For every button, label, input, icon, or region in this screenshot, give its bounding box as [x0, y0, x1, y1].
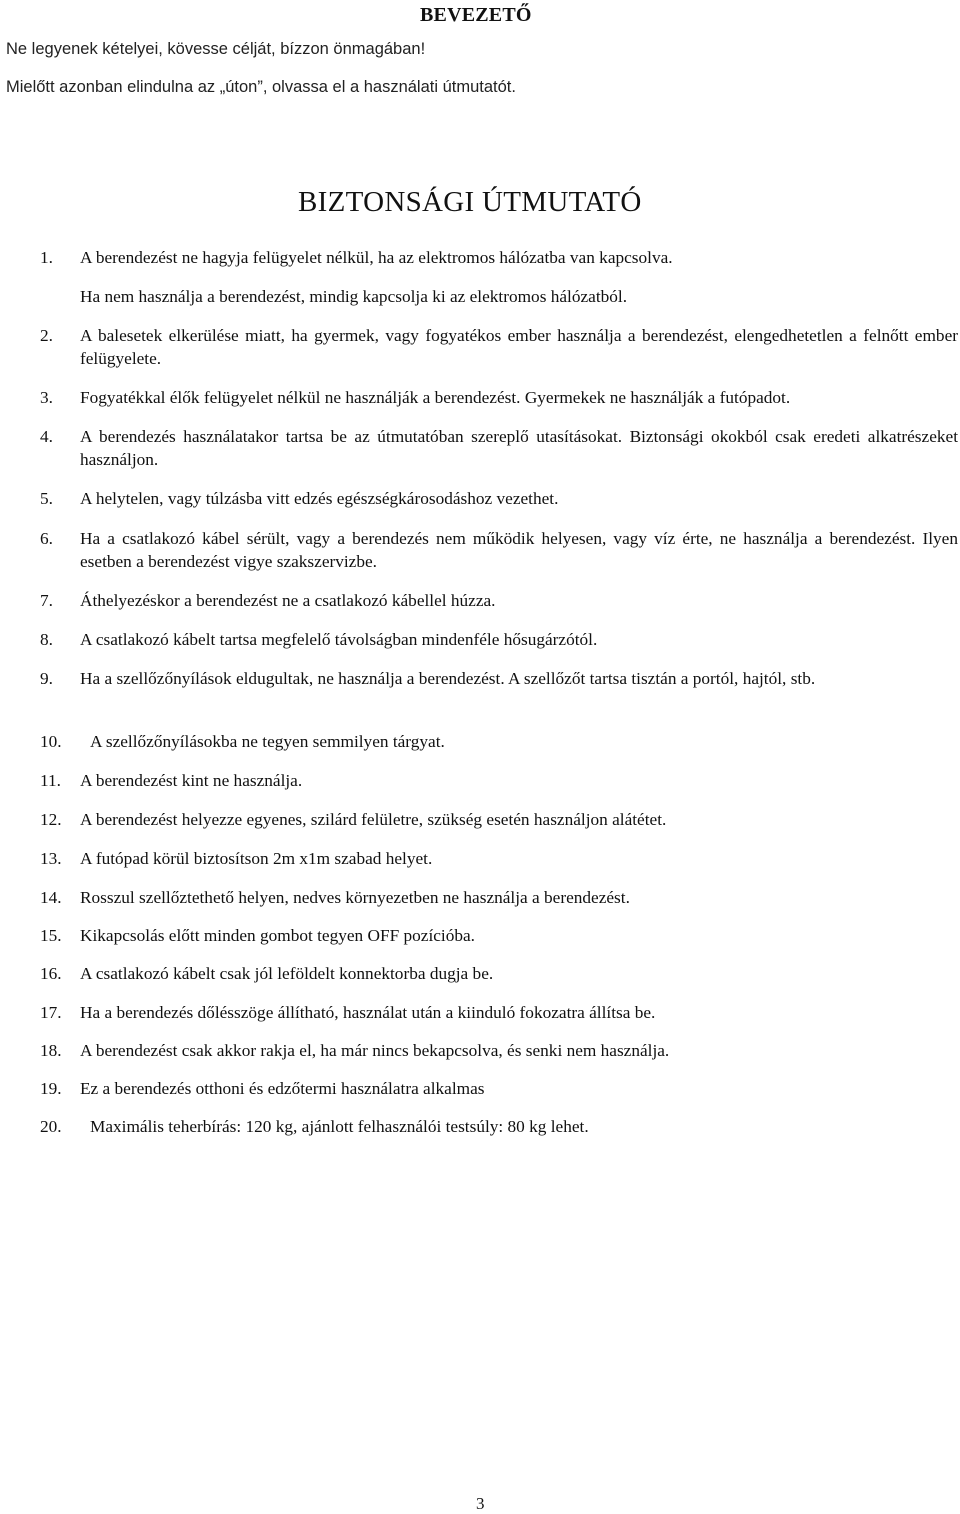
list-item-text: A balesetek elkerülése miatt, ha gyermek, vagy fogyatékos ember használja a berendezést, elengedhetetlen a felnőtt ember felügyelete. [80, 326, 958, 368]
list-item-number: 6. [40, 529, 53, 548]
list-item-number: 9. [40, 669, 53, 688]
list-item-number: 1. [40, 248, 53, 267]
list-item-text: Áthelyezéskor a berendezést ne a csatlakozó kábellel húzza. [80, 591, 496, 610]
list-item-text: A berendezést csak akkor rakja el, ha már nincs bekapcsolva, és senki nem használja. [80, 1041, 670, 1060]
list-item-text: A csatlakozó kábelt tartsa megfelelő távolságban mindenféle hősugárzótól. [80, 630, 598, 649]
section-title: BIZTONSÁGI ÚTMUTATÓ [298, 186, 642, 218]
list-item-text: Ha nem használja a berendezést, mindig kapcsolja ki az elektromos hálózatból. [80, 287, 628, 306]
list-item-number: 17. [40, 1003, 62, 1022]
list-item-number: 8. [40, 630, 53, 649]
list-item-number: 20. [40, 1117, 62, 1136]
list-item-number: 15. [40, 926, 62, 945]
list-item-text: Fogyatékkal élők felügyelet nélkül ne használják a berendezést. Gyermekek ne használják a futópadot. [80, 388, 791, 407]
list-item-text: A helytelen, vagy túlzásba vitt edzés egészségkárosodáshoz vezethet. [80, 489, 559, 508]
list-item-text: A szellőzőnyílásokba ne tegyen semmilyen tárgyat. [90, 732, 445, 751]
list-item-number: 12. [40, 810, 62, 829]
list-item-number: 13. [40, 849, 62, 868]
list-item-text: Maximális teherbírás: 120 kg, ajánlott felhasználói testsúly: 80 kg lehet. [90, 1117, 589, 1136]
list-item-text: Ha a szellőzőnyílások eldugultak, ne használja a berendezést. A szellőzőt tartsa tisztán a portól, hajtól, stb. [80, 669, 816, 688]
list-item-number: 2. [40, 326, 53, 345]
intro-line-2: Mielőtt azonban elindulna az „úton”, olvassa el a használati útmutatót. [6, 78, 516, 96]
intro-line-1: Ne legyenek kételyei, kövesse célját, bízzon önmagában! [6, 40, 426, 58]
page-number: 3 [476, 1494, 485, 1513]
list-item-text: A berendezést helyezze egyenes, szilárd felületre, szükség esetén használjon alátétet. [80, 810, 667, 829]
list-item-text: A berendezést kint ne használja. [80, 771, 303, 790]
list-item-number: 4. [40, 427, 53, 446]
list-item-number: 7. [40, 591, 53, 610]
list-item-number: 3. [40, 388, 53, 407]
list-item-text: A csatlakozó kábelt csak jól leföldelt konnektorba dugja be. [80, 964, 494, 983]
list-item-text: Ha a berendezés dőlésszöge állítható, használat után a kiinduló fokozatra állítsa be. [80, 1003, 656, 1022]
list-item-number: 10. [40, 732, 62, 751]
document-title: BEVEZETŐ [420, 4, 532, 26]
list-item-text: A berendezés használatakor tartsa be az útmutatóban szereplő utasításokat. Biztonsági okokból csak eredeti alkatrészeket használjon. [80, 427, 958, 469]
list-item-number: 16. [40, 964, 62, 983]
list-item-text: A berendezést ne hagyja felügyelet nélkül, ha az elektromos hálózatba van kapcsolva. [80, 248, 673, 267]
list-item-text: Ha a csatlakozó kábel sérült, vagy a berendezés nem működik helyesen, vagy víz érte, ne használja a berendezést. Ilyen esetben a berendezést vigye szakszervizbe. [80, 529, 958, 571]
list-item-number: 11. [40, 771, 61, 790]
list-item-text: Rosszul szellőztethető helyen, nedves környezetben ne használja a berendezést. [80, 888, 630, 907]
list-item-text: A futópad körül biztosítson 2m x1m szabad helyet. [80, 849, 433, 868]
list-item-number: 18. [40, 1041, 62, 1060]
list-item-number: 19. [40, 1079, 62, 1098]
list-item-text: Ez a berendezés otthoni és edzőtermi használatra alkalmas [80, 1079, 485, 1098]
list-item-number: 5. [40, 489, 53, 508]
list-item-text: Kikapcsolás előtt minden gombot tegyen OFF pozícióba. [80, 926, 476, 945]
list-item-number: 14. [40, 888, 62, 907]
